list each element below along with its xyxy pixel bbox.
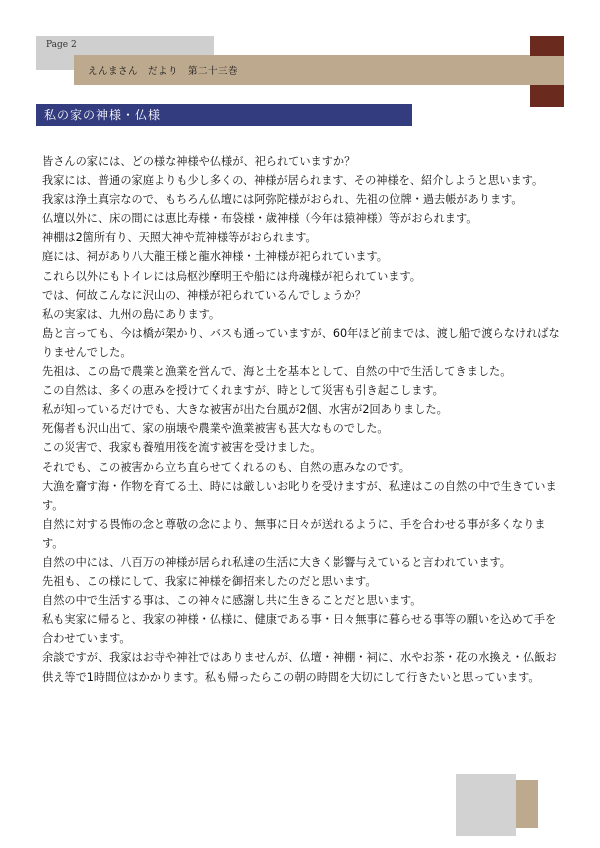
- paragraph: 先祖は、この島で農業と漁業を営んで、海と土を基本として、自然の中で生活してきました。: [42, 365, 512, 379]
- footer-decoration-tan: [516, 780, 538, 828]
- corner-decoration-middle: [530, 56, 564, 85]
- paragraph: この自然は、多くの恵みを授けてくれますが、時として災害も引き起こします。: [42, 384, 444, 398]
- paragraph: 自然に対する畏怖の念と尊敬の念により、無事に日々が送れるように、手を合わせる事が多くなります。: [42, 517, 546, 550]
- paragraph: 大漁を齎す海・作物を育てる土、時には厳しいお叱りを受けますが、私達はこの自然の中で生きています。: [42, 479, 557, 512]
- paragraph: 死傷者も沢山出て、家の崩壊や農業や漁業被害も甚大なものでした。: [42, 422, 389, 436]
- paragraph: 我家は浄土真宗なので、もちろん仏壇には阿弥陀様がおられ、先祖の位牌・過去帳があります。: [42, 193, 523, 207]
- corner-decoration-bottom: [530, 85, 564, 107]
- paragraph: 島と言っても、今は橋が架かり、バスも通っていますが、60年ほど前までは、渡し船で渡らなければなりませんでした。: [42, 326, 560, 359]
- newsletter-title: えんまさん だより 第二十三巻: [88, 66, 239, 77]
- paragraph: それでも、この被害から立ち直らせてくれるのも、自然の恵みなのです。: [42, 460, 410, 474]
- paragraph: 神棚は2箇所有り、天照大神や荒神様等がおられます。: [42, 231, 317, 245]
- paragraph: 私の実家は、九州の島にあります。: [42, 307, 221, 321]
- paragraph: 自然の中で生活する事は、この神々に感謝し共に生きることだと思います。: [42, 594, 422, 608]
- paragraph: 先祖も、この様にして、我家に神様を御招来したのだと思います。: [42, 575, 377, 589]
- paragraph: 私も実家に帰ると、我家の神様・仏様に、健康である事・日々無事に暮らせる事等の願いを込めて手を合わせています。: [42, 613, 557, 646]
- paragraph: 私が知っているだけでも、大きな被害が出た台風が2個、水害が2回ありました。: [42, 403, 448, 417]
- paragraph: 仏壇以外に、床の間には恵比寿様・布袋様・歳神様（今年は猿神様）等がおられます。: [42, 212, 478, 226]
- paragraph: では、何故こんなに沢山の、神様が祀られているんでしょうか？: [42, 288, 366, 302]
- paragraph: これら以外にもトイレには烏枢沙摩明王や船には舟魂様が祀られています。: [42, 269, 421, 283]
- paragraph: 自然の中には、八百万の神様が居られ私達の生活に大きく影響与えていると言われています。: [42, 555, 511, 569]
- paragraph: この災害で、我家も養殖用筏を流す被害を受けました。: [42, 441, 322, 455]
- article-body: [42, 152, 564, 687]
- section-heading: 私の家の神様・仏様: [36, 104, 412, 126]
- paragraph: 我家には、普通の家庭よりも少し多くの、神様が居られます、その神様を、紹介しようと思います。: [42, 174, 544, 188]
- paragraph: 余談ですが、我家はお寺や神社ではありませんが、仏壇・神棚・祠に、水やお茶・花の水換え・仏飯お供え等で1時間位はかかります。私も帰ったらこの朝の時間を大切にして行きたいと思っています。: [42, 651, 557, 684]
- corner-decoration-top: [530, 36, 564, 56]
- footer-decoration-gray: [456, 774, 516, 836]
- paragraph: 庭には、祠があり八大龍王様と龍水神様・土神様が祀られています。: [42, 250, 388, 264]
- page-number: Page 2: [46, 40, 77, 50]
- paragraph: 皆さんの家には、どの様な神様や仏様が、祀られていますか？: [42, 155, 356, 168]
